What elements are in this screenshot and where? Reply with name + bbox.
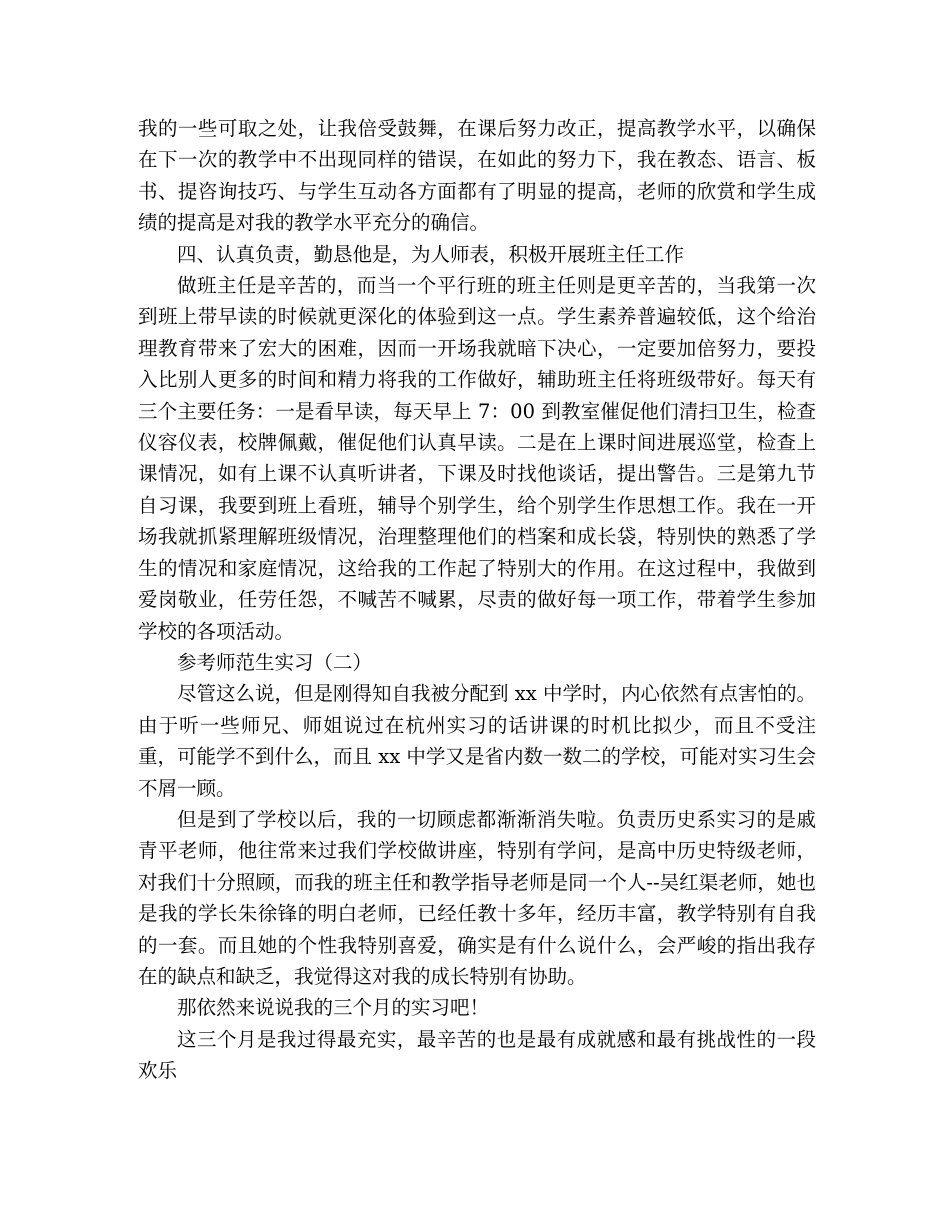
body-paragraph: 尽管这么说，但是刚得知自我被分配到 xx 中学时，内心依然有点害怕的。由于听一些师兄、师姐说过在杭州实习的话讲课的时机比拟少，而且不受注重，可能学不到什么，而且 xx 中学又是省内数一数二的学校，可能对实习生会不屑一顾。 — [138, 682, 816, 800]
body-paragraph: 我的一些可取之处，让我倍受鼓舞，在课后努力改正，提高教学水平，以确保在下一次的教学中不出现同样的错误，在如此的努力下，我在教态、语言、板书、提咨询技巧、与学生互动各方面都有了明显的提高，老师的欣赏和学生成绩的提高是对我的教学水平充分的确信。 — [138, 117, 816, 235]
body-paragraph: 这三个月是我过得最充实，最辛苦的也是最有成就感和最有挑战性的一段欢乐 — [138, 1027, 816, 1083]
document-page — [138, 113, 816, 1087]
section-heading: 参考师范生实习（二） — [177, 650, 373, 674]
body-paragraph: 但是到了学校以后，我的一切顾虑都渐渐消失啦。负责历史系实习的是戚青平老师，他往常来过我们学校做讲座，特别有学问，是高中历史特级老师，对我们十分照顾，而我的班主任和教学指导老师是同一个人--吴红渠老师，她也是我的学长朱徐锋的明白老师，已经任教十多年，经历丰富，教学特别有自我的一套。而且她的个性我特别喜爱，确实是有什么说什么，会严峻的指出我存在的缺点和缺乏，我觉得这对我的成长特别有协助。 — [138, 807, 816, 988]
body-paragraph: 做班主任是辛苦的，而当一个平行班的班主任则是更辛苦的，当我第一次到班上带早读的时候就更深化的体验到这一点。学生素养普遍较低，这个给治理教育带来了宏大的困难，因而一开场我就暗下决心，一定要加倍努力，要投入比别人更多的时间和精力将我的工作做好，辅助班主任将班级带好。每天有三个主要任务：一是看早读，每天早上 7：00 到教室催促他们清扫卫生，检查仪容仪表，校牌佩戴，催促他们认真早读。二是在上课时间进展巡堂，检查上课情况，如有上课不认真听讲者，下课及时找他谈话，提出警告。三是第九节自习课，我要到班上看班，辅导个别学生，给个别学生作思想工作。我在一开场我就抓紧理解班级情况，治理整理他们的档案和成长袋，特别快的熟悉了学生的情况和家庭情况，这给我的工作起了特别大的作用。在这过程中，我做到爱岗敬业，任劳任怨，不喊苦不喊累，尽责的做好每一项工作，带着学生参加学校的各项活动。 — [138, 274, 816, 643]
section-heading: 四、认真负责，勤恳他是，为人师表，积极开展班主任工作 — [177, 242, 685, 266]
body-paragraph: 那依然来说说我的三个月的实习吧！ — [177, 996, 490, 1020]
